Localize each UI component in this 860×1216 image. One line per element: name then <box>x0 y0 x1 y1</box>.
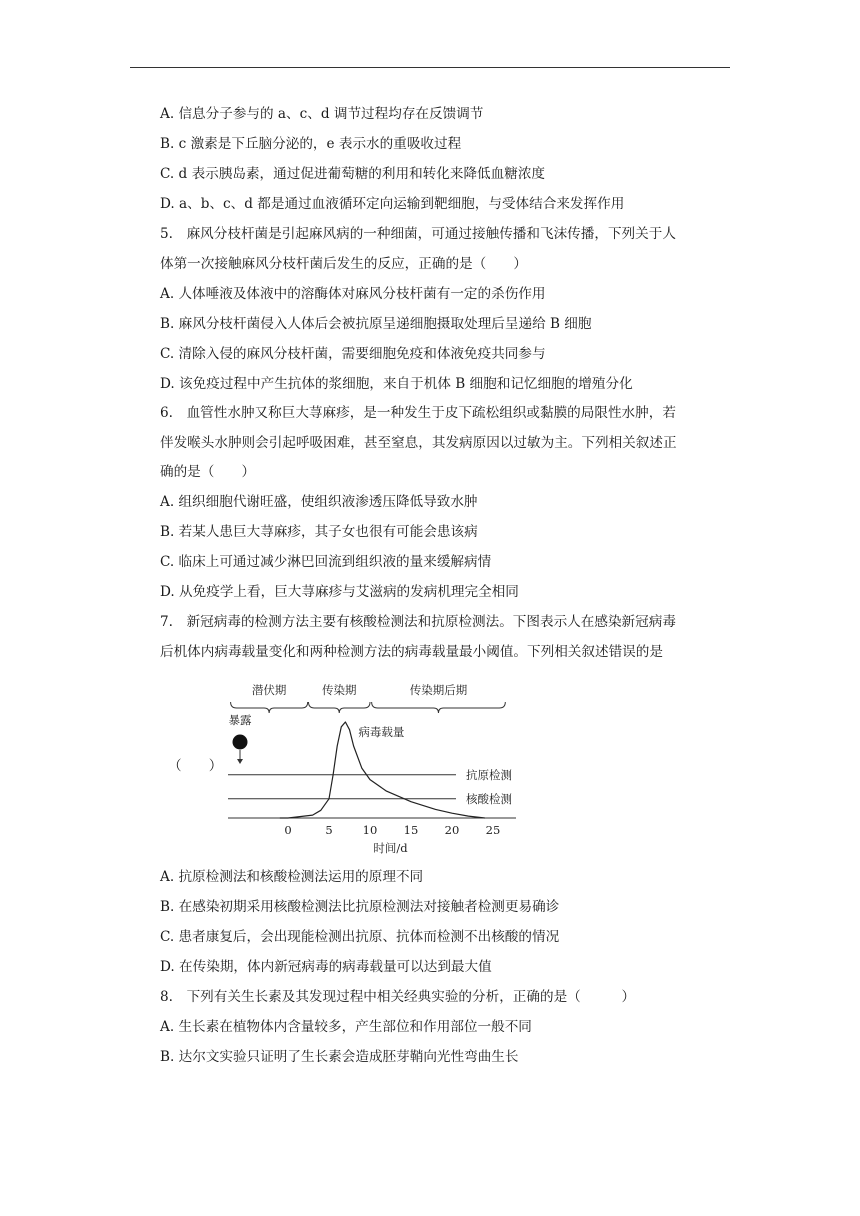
question-5-option-a: A. 人体唾液及体液中的溶酶体对麻风分枝杆菌有一定的杀伤作用 <box>160 286 546 302</box>
phase-label-incubation: 潜伏期 <box>251 683 287 697</box>
x-tick-label-5: 5 <box>325 823 333 837</box>
header-rule <box>130 67 730 68</box>
question-7-option-d: D. 在传染期，体内新冠病毒的病毒载量可以达到最大值 <box>160 959 492 975</box>
phase-brace-infectious <box>309 702 371 713</box>
phase-label-late-infectious: 传染期后期 <box>409 683 468 697</box>
exposure-dot <box>233 735 248 750</box>
option-b: B. c 激素是下丘脑分泌的，e 表示水的重吸收过程 <box>160 136 462 152</box>
answer-parentheses: （ ） <box>168 758 223 774</box>
question-5-stem-2: 体第一次接触麻风分枝杆菌后发生的反应，正确的是（ ） <box>160 256 528 272</box>
question-5-stem-1: 5. 麻风分枝杆菌是引起麻风病的一种细菌，可通过接触传播和飞沫传播，下列关于人 <box>160 226 676 242</box>
question-6-stem-3: 确的是（ ） <box>160 464 256 480</box>
exposure-label: 暴露 <box>228 713 252 727</box>
option-c: C. d 表示胰岛素，通过促进葡萄糖的利用和转化来降低血糖浓度 <box>160 166 546 182</box>
question-8-option-a: A. 生长素在植物体内含量较多，产生部位和作用部位一般不同 <box>160 1019 532 1035</box>
question-6-option-d: D. 从免疫学上看，巨大荨麻疹与艾滋病的发病机理完全相同 <box>160 584 519 600</box>
exposure-arrow-head <box>237 759 243 764</box>
x-tick-label-15: 15 <box>403 823 419 837</box>
nucleic-threshold-label: 核酸检测 <box>466 791 512 806</box>
option-a: A. 信息分子参与的 a、c、d 调节过程均存在反馈调节 <box>160 106 484 122</box>
question-6-option-b: B. 若某人患巨大荨麻疹，其子女也很有可能会患该病 <box>160 524 478 540</box>
x-tick-label-0: 0 <box>284 823 292 837</box>
question-5-option-c: C. 清除入侵的麻风分枝杆菌，需要细胞免疫和体液免疫共同参与 <box>160 346 546 362</box>
x-axis-title: 时间/d <box>373 841 408 855</box>
question-6-stem-2: 伴发喉头水肿则会引起呼吸困难，甚至窒息，其发病原因以过敏为主。下列相关叙述正 <box>160 435 677 451</box>
question-7-option-a: A. 抗原检测法和核酸检测法运用的原理不同 <box>160 869 424 885</box>
antigen-threshold-label: 抗原检测 <box>466 767 512 782</box>
chart-svg <box>160 672 560 864</box>
question-7-stem-2: 后机体内病毒载量变化和两种检测方法的病毒载量最小阈值。下列相关叙述错误的是 <box>160 644 663 660</box>
question-5-option-b: B. 麻风分枝杆菌侵入人体后会被抗原呈递细胞摄取处理后呈递给 B 细胞 <box>160 316 592 332</box>
x-tick-label-25: 25 <box>485 823 501 837</box>
x-tick-label-10: 10 <box>362 823 378 837</box>
question-7-stem-1: 7. 新冠病毒的检测方法主要有核酸检测法和抗原检测法。下图表示人在感染新冠病毒 <box>160 614 676 630</box>
question-6-option-c: C. 临床上可通过减少淋巴回流到组织液的量来缓解病情 <box>160 554 492 570</box>
x-tick-label-20: 20 <box>444 823 460 837</box>
question-5-option-d: D. 该免疫过程中产生抗体的浆细胞，来自于机体 B 细胞和记忆细胞的增殖分化 <box>160 376 633 392</box>
option-d: D. a、b、c、d 都是通过血液循环定向运输到靶细胞，与受体结合来发挥作用 <box>160 196 625 212</box>
phase-brace-late-infectious <box>372 702 506 713</box>
virus-load-chart <box>160 672 560 864</box>
question-7-option-b: B. 在感染初期采用核酸检测法比抗原检测法对接触者检测更易确诊 <box>160 899 560 915</box>
question-7-option-c: C. 患者康复后，会出现能检测出抗原、抗体而检测不出核酸的情况 <box>160 929 560 945</box>
question-6-stem-1: 6. 血管性水肿又称巨大荨麻疹，是一种发生于皮下疏松组织或黏膜的局限性水肿，若 <box>160 405 676 421</box>
question-8-option-b: B. 达尔文实验只证明了生长素会造成胚芽鞘向光性弯曲生长 <box>160 1049 519 1065</box>
virus-load-label: 病毒载量 <box>358 725 405 739</box>
question-6-option-a: A. 组织细胞代谢旺盛，使组织液渗透压降低导致水肿 <box>160 494 478 510</box>
phase-label-infectious: 传染期 <box>322 683 357 697</box>
question-8-stem: 8. 下列有关生长素及其发现过程中相关经典实验的分析，正确的是（ ） <box>160 989 636 1005</box>
phase-brace-incubation <box>231 702 308 713</box>
